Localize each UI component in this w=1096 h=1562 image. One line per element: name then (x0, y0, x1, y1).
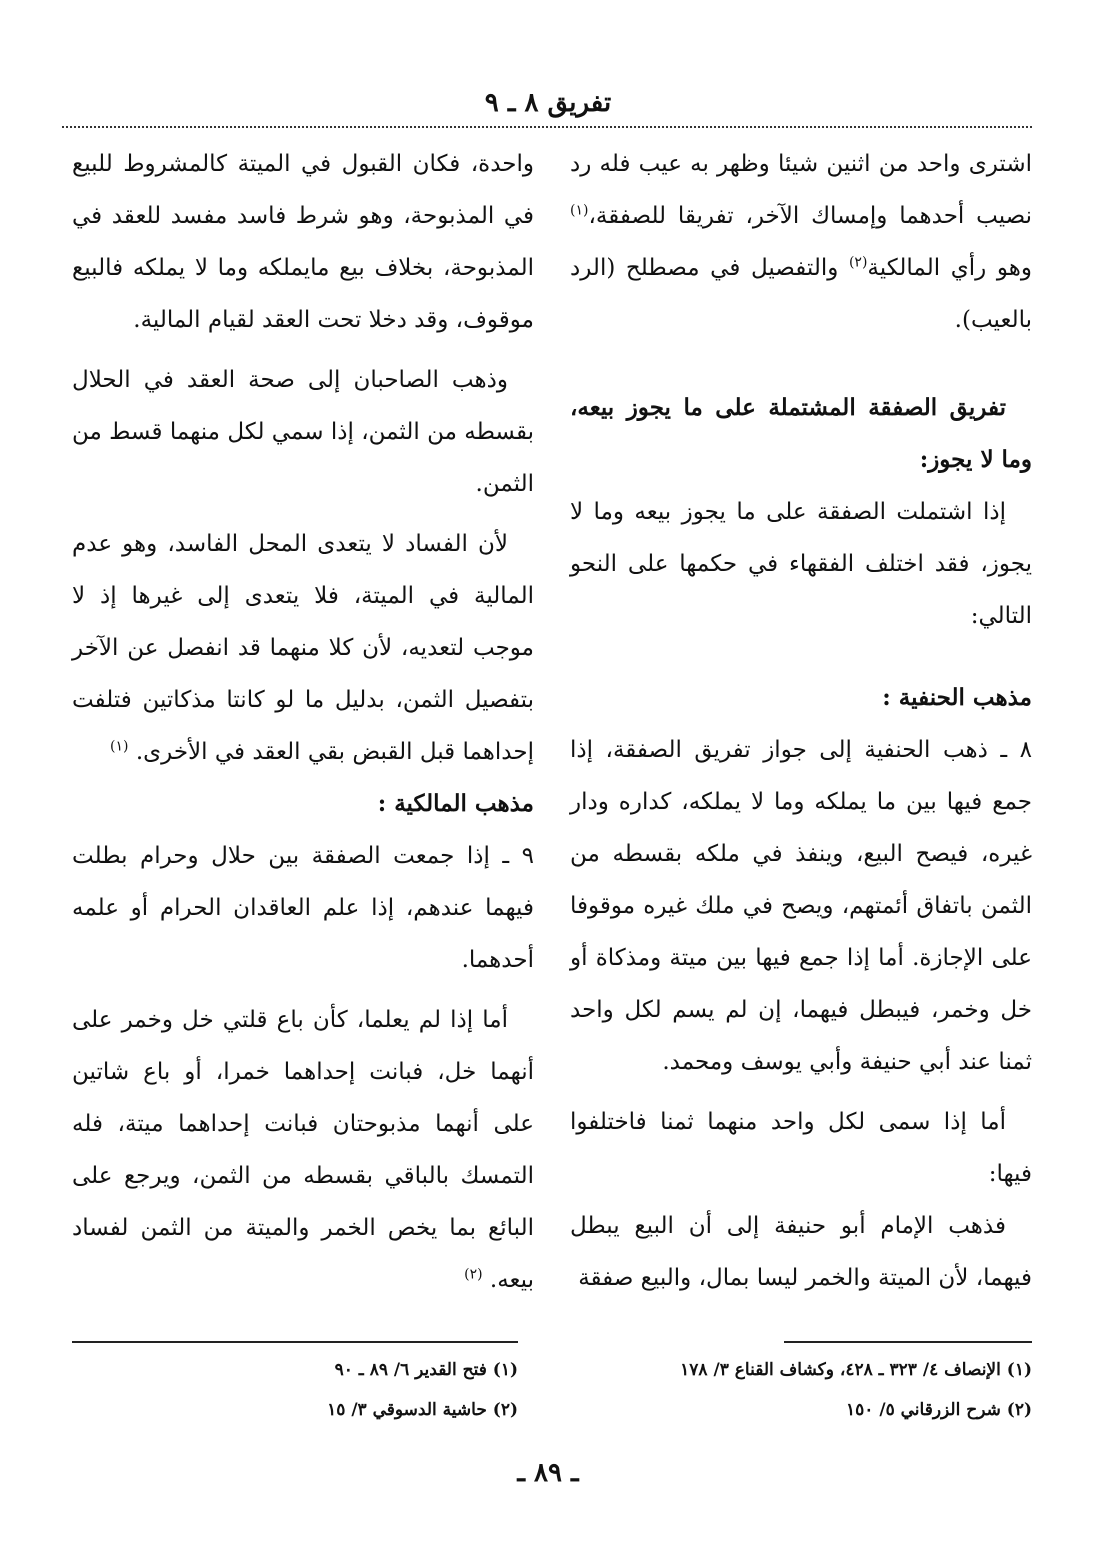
left-paragraph-5 (72, 994, 534, 1306)
footnote: (١) الإنصاف ٤/ ٣٢٣ ـ ٤٢٨، وكشاف القناع ٣/ ١٧٨ (680, 1360, 1032, 1380)
footnotes-left (72, 1350, 518, 1430)
left-p5-text: أما إذا لم يعلما، كأن باع قلتي خل وخمر على أنهما خل، فبانت إحداهما خمرا، أو باع شاتين على أنهما مذبوحتان فبانت إحداهما ميتة، فله التمسك بالباقي بقسطه من الثمن، ويرجع على البائع بما يخص الخمر والميتة من الثمن لفساد بيعه. (72, 1007, 534, 1293)
right-paragraph-3: ٨ ـ ذهب الحنفية إلى جواز تفريق الصفقة، إذا جمع فيها بين ما يملكه وما لا يملكه، كداره ودار غيره، فيصح البيع، وينفذ في ملكه بقسطه من الثمن باتفاق أئمتهم، ويصح في ملك غيره موقوفا على الإجازة. أما إذا جمع فيها بين ميتة ومذكاة أو خل وخمر، فيبطل فيهما، إن لم يسم لكل واحد ثمنا عند أبي حنيفة وأبي يوسف ومحمد. (570, 737, 1032, 1075)
right-paragraph-2: إذا اشتملت الصفقة على ما يجوز بيعه وما لا يجوز، فقد اختلف الفقهاء في حكمها على النحو التالي: (570, 499, 1032, 629)
header-divider (62, 126, 1032, 128)
footnote-divider-left (72, 1341, 518, 1343)
footnote: (٢) شرح الزرقاني ٥/ ١٥٠ (846, 1400, 1032, 1420)
footnote: (٢) حاشية الدسوقي ٣/ ١٥ (327, 1400, 518, 1420)
footnote-ref: (٢) (848, 254, 868, 271)
left-paragraph-3 (72, 518, 534, 778)
left-column (72, 138, 534, 1306)
left-paragraph-2: وذهب الصاحبان إلى صحة العقد في الحلال بقسطه من الثمن، إذا سمي لكل منهما قسط من الثمن. (72, 367, 534, 497)
right-paragraph-5: فذهب الإمام أبو حنيفة إلى أن البيع يبطل فيهما، لأن الميتة والخمر ليسا بمال، والبيع صفقة (570, 1213, 1032, 1291)
right-p1-text: اشترى واحد من اثنين شيئا وظهر به عيب فله رد نصيب أحدهما وإمساك الآخر، تفريقا للصفقة، (570, 151, 1032, 229)
right-p1-mid: وهو رأي المالكية (867, 255, 1032, 281)
footnote-ref: (١) (570, 202, 589, 219)
section-heading-mixed-transaction: تفريق الصفقة المشتملة على ما يجوز بيعه، وما لا يجوز: (570, 394, 1032, 473)
footnotes-right (570, 1350, 1032, 1430)
left-p3-text: لأن الفساد لا يتعدى المحل الفاسد، وهو عدم المالية في الميتة، فلا يتعدى إلى غيرها إذ لا موجب لتعديه، لأن كلا منهما قد انفصل عن الآخر بتفصيل الثمن، بدليل ما لو كانتا مذكاتين فتلفت إحداهما قبل القبض بقي العقد في الأخرى. (72, 531, 534, 765)
footnote-divider-right (784, 1341, 1032, 1343)
right-column (570, 138, 1032, 1304)
right-paragraph-4: أما إذا سمى لكل واحد منهما ثمنا فاختلفوا فيها: (570, 1109, 1032, 1187)
right-p1-end: والتفصيل في مصطلح (الرد بالعيب). (570, 255, 1032, 333)
running-header: تفريق ٨ ـ ٩ (484, 88, 612, 118)
section-heading-hanafi: مذهب الحنفية : (882, 684, 1032, 711)
footnote-ref: (١) (110, 738, 129, 755)
footnote-ref: (٢) (464, 1266, 483, 1283)
section-heading-maliki: مذهب المالكية : (377, 790, 534, 817)
footnote: (١) فتح القدير ٦/ ٨٩ ـ ٩٠ (334, 1360, 518, 1380)
page-number: ـ ٨٩ ـ (517, 1458, 579, 1488)
right-paragraph-1 (570, 138, 1032, 346)
left-paragraph-4: ٩ ـ إذا جمعت الصفقة بين حلال وحرام بطلت فيهما عندهم، إذا علم العاقدان الحرام أو علمه أحدهما. (72, 843, 534, 973)
left-paragraph-1: واحدة، فكان القبول في الميتة كالمشروط للبيع في المذبوحة، وهو شرط فاسد مفسد للعقد في المذبوحة، بخلاف بيع مايملكه وما لا يملكه فالبيع موقوف، وقد دخلا تحت العقد لقيام المالية. (72, 151, 534, 333)
